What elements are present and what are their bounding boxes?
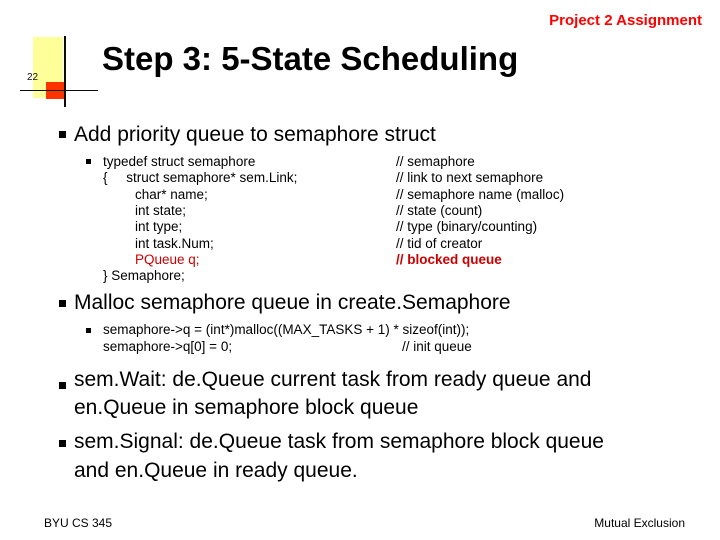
- corner-deco-horizontal-line: [20, 90, 98, 91]
- footer-topic: Mutual Exclusion: [594, 516, 685, 530]
- bullet-marker: [59, 131, 66, 138]
- bullet-text-line: sem.Wait: de.Queue current task from ready queue and: [74, 368, 592, 391]
- code-line: semaphore->q = (int*)malloc((MAX_TASKS + 1) * sizeof(int));: [103, 322, 470, 337]
- code-comment: // semaphore: [396, 154, 475, 169]
- sub-bullet-marker: [86, 328, 91, 333]
- code-line: typedef struct semaphore: [103, 154, 256, 169]
- code-line: int task.Num;: [135, 235, 214, 251]
- code-line: { struct semaphore* sem.Link;: [103, 170, 298, 186]
- bullet-text: Malloc semaphore queue in create.Semaphore: [74, 291, 511, 314]
- code-comment-highlight: // blocked queue: [396, 251, 502, 267]
- code-comment: // link to next semaphore: [396, 170, 544, 186]
- bullet-text-line: en.Queue in semaphore block queue: [74, 396, 419, 419]
- bullet-text-line: and en.Queue in ready queue.: [74, 459, 358, 482]
- bullet-text: Add priority queue to semaphore struct: [74, 123, 436, 146]
- code-comment: // type (binary/counting): [396, 219, 538, 235]
- header-label: Project 2 Assignment: [549, 12, 702, 29]
- code-line-highlight: PQueue q;: [135, 251, 200, 267]
- corner-deco-vertical-line: [64, 36, 66, 107]
- code-comment: // state (count): [396, 202, 483, 218]
- bullet-text-line: sem.Signal: de.Queue task from semaphore block queue: [74, 430, 604, 453]
- sub-bullet-marker: [86, 159, 91, 164]
- bullet-marker: [59, 300, 66, 307]
- code-comment: // semaphore name (malloc): [396, 186, 565, 202]
- code-comment: // init queue: [402, 339, 472, 354]
- code-line: int type;: [135, 219, 183, 235]
- code-line: } Semaphore;: [103, 268, 185, 284]
- code-comment: // tid of creator: [396, 235, 483, 251]
- slide-number: 22: [27, 72, 39, 83]
- footer-course: BYU CS 345: [44, 516, 113, 530]
- code-line: semaphore->q[0] = 0;: [103, 339, 233, 354]
- bullet-marker: [59, 382, 66, 389]
- slide-title: Step 3: 5-State Scheduling: [102, 40, 519, 77]
- code-line: int state;: [135, 202, 187, 218]
- code-line: char* name;: [135, 186, 208, 202]
- bullet-marker: [59, 440, 66, 447]
